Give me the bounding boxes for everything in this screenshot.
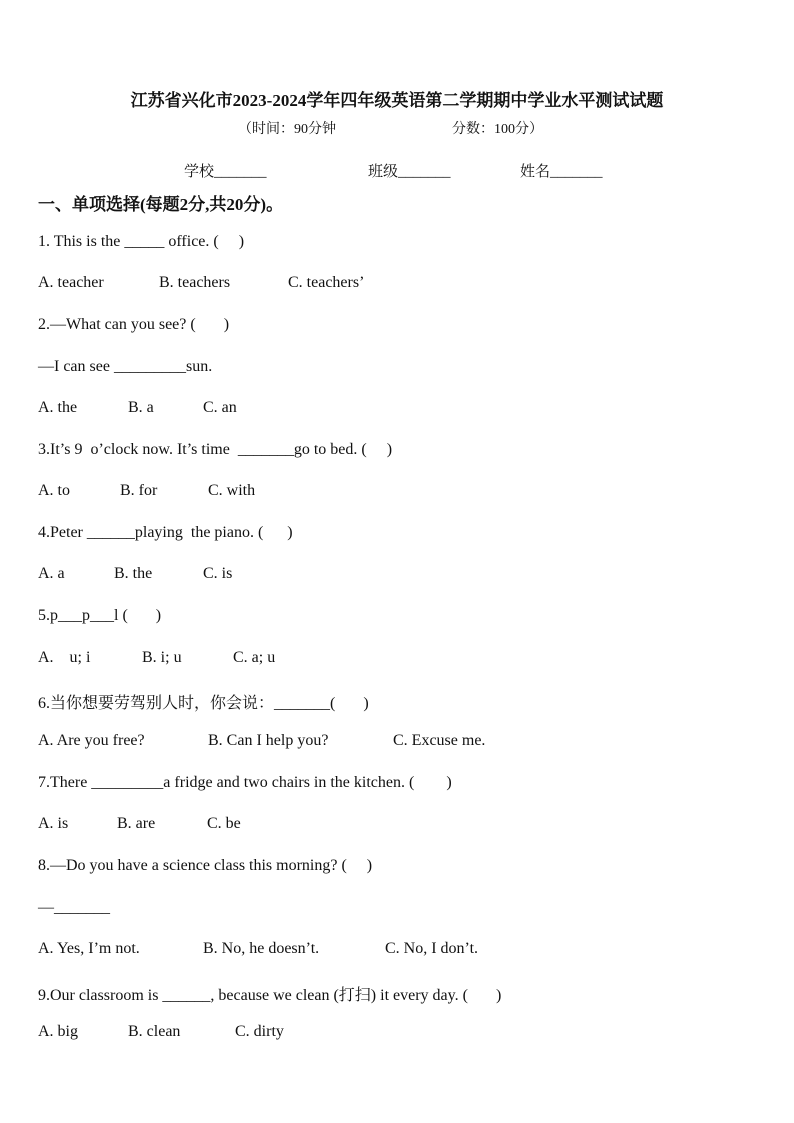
question-3: 3.It’s 9 o’clock now. It’s time _______go to bed. ( )	[38, 441, 393, 458]
name-field: 姓名_______	[520, 164, 603, 180]
question-1-option-c: C. teachers’	[288, 274, 365, 291]
question-1-option-a: A. teacher	[38, 274, 104, 291]
question-2-option-b: B. a	[128, 399, 154, 416]
exam-score: 分数：100分）	[452, 122, 543, 137]
question-9: 9.Our classroom is ______, because we clean (打扫) it every day. ( )	[38, 987, 502, 1004]
question-5-option-c: C. a; u	[233, 649, 276, 666]
question-6-option-a: A. Are you free?	[38, 732, 145, 749]
question-7: 7.There _________a fridge and two chairs in the kitchen. ( )	[38, 774, 452, 791]
question-5-option-b: B. i; u	[142, 649, 182, 666]
question-1: 1. This is the _____ office. ( )	[38, 233, 245, 250]
question-4-option-b: B. the	[114, 565, 153, 582]
question-3-option-a: A. to	[38, 482, 70, 499]
class-field: 班级_______	[368, 164, 451, 180]
question-7-option-c: C. be	[207, 815, 241, 832]
exam-time: （时间：90分钟	[238, 122, 336, 137]
question-8: 8.—Do you have a science class this morning? ( )	[38, 857, 373, 874]
section-heading: 一、单项选择(每题2分,共20分)。	[38, 195, 284, 214]
question-9-option-b: B. clean	[128, 1023, 181, 1040]
exam-title: 江苏省兴化市2023-2024学年四年级英语第二学期期中学业水平测试试题	[130, 91, 664, 110]
school-field: 学校_______	[184, 164, 267, 180]
question-8-option-a: A. Yes, I’m not.	[38, 940, 140, 957]
question-1-option-b: B. teachers	[159, 274, 231, 291]
question-7-option-a: A. is	[38, 815, 69, 832]
question-4-option-a: A. a	[38, 565, 65, 582]
question-3-option-c: C. with	[208, 482, 256, 499]
question-4-option-c: C. is	[203, 565, 233, 582]
question-2-option-a: A. the	[38, 399, 78, 416]
question-7-option-b: B. are	[117, 815, 156, 832]
question-9-option-c: C. dirty	[235, 1023, 284, 1040]
question-6-option-b: B. Can I help you?	[208, 732, 329, 749]
question-4: 4.Peter ______playing the piano. ( )	[38, 524, 293, 541]
question-6-option-c: C. Excuse me.	[393, 732, 486, 749]
question-2-answer-line: —I can see _________sun.	[38, 358, 213, 375]
question-5-option-a: A. u; i	[38, 649, 91, 666]
question-9-options	[38, 1023, 284, 1113]
question-8-option-b: B. No, he doesn’t.	[203, 940, 320, 957]
question-8-option-c: C. No, I don’t.	[385, 940, 479, 957]
question-2: 2.—What can you see? ( )	[38, 316, 230, 333]
question-5: 5.p___p___l ( )	[38, 607, 162, 624]
question-8-answer-line: —_______	[38, 899, 110, 916]
question-3-option-b: B. for	[120, 482, 158, 499]
question-6: 6.当你想要劳驾别人时，你会说：_______( )	[38, 695, 369, 712]
question-2-option-c: C. an	[203, 399, 237, 416]
question-9-option-a: A. big	[38, 1023, 78, 1040]
